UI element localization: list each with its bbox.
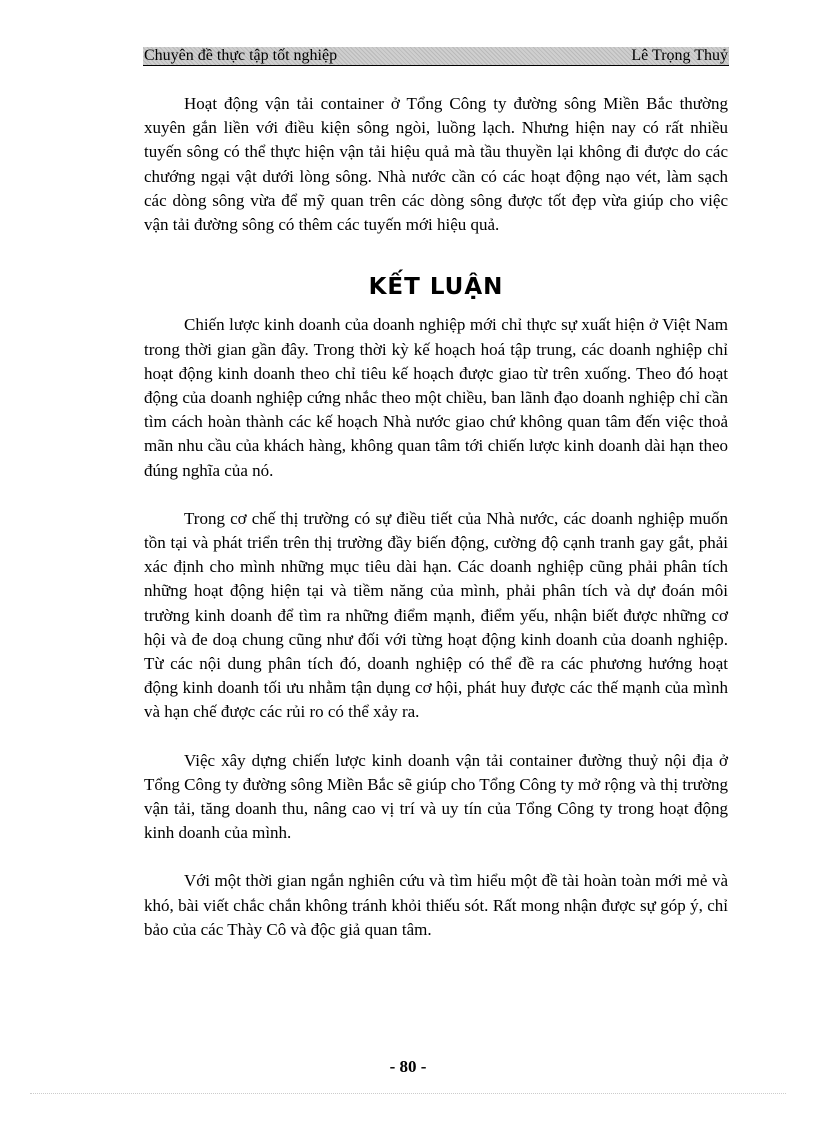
page-number: - 80 - [389, 1057, 427, 1076]
document-body [144, 92, 728, 942]
header-author: Lê Trọng Thuỷ [631, 47, 728, 64]
header-title: Chuyên đề thực tập tốt nghiệp [144, 47, 338, 64]
section-title: KẾT LUẬN [368, 274, 504, 301]
running-header [143, 47, 729, 66]
intro-paragraph: Hoạt động vận tải container ở Tổng Công ty đường sông Miền Bắc thường xuyên gắn liền với điều kiện sông ngòi, luồng lạch. Nhưng hiện nay có rất nhiều tuyến sông có thể thực hiện vận tải hiệu quả mà tầu thuyền lại không đi được do các chướng ngại vật dưới lòng sông. Nhà nước cần có các hoạt động nạo vét, làm sạch các dòng sông vừa để mỹ quan trên các dòng sông được tốt đẹp vừa giúp cho việc vận tải đường sông có thêm các tuyến mới hiệu quả. [144, 94, 728, 235]
body-paragraph: Trong cơ chế thị trường có sự điều tiết của Nhà nước, các doanh nghiệp muốn tồn tại và phát triển trên thị trường đầy biến động, cường độ cạnh tranh gay gắt, phải xác định cho mình những mục tiêu dài hạn. Các doanh nghiệp cũng phải phân tích những hoạt động hiện tại và tiềm năng của mình, phải phân tích và dự đoán môi trường kinh doanh để tìm ra những điểm mạnh, điểm yếu, nhận biết được những cơ hội và đe doạ chung cũng như đối với từng hoạt động kinh doanh của doanh nghiệp. Từ các nội dung phân tích đó, doanh nghiệp có thể đề ra các phương hướng hoạt động kinh doanh tối ưu nhằm tận dụng cơ hội, phát huy được các thế mạnh của mình và hạn chế được các rủi ro có thể xảy ra. [144, 508, 728, 722]
page-bottom-divider [30, 1093, 786, 1094]
body-paragraph: Việc xây dựng chiến lược kinh doanh vận tải container đường thuỷ nội địa ở Tổng Công ty đường sông Miền Bắc sẽ giúp cho Tổng Công ty mở rộng và thị trường vận tải, tăng doanh thu, nâng cao vị trí và uy tín của Tổng Công ty trong hoạt động kinh doanh của mình. [144, 750, 728, 843]
body-paragraph: Chiến lược kinh doanh của doanh nghiệp mới chỉ thực sự xuất hiện ở Việt Nam trong thời gian gần đây. Trong thời kỳ kế hoạch hoá tập trung, các doanh nghiệp chỉ hoạt động kinh doanh theo chỉ tiêu kế hoạch được giao từ trên xuống. Theo đó hoạt động của doanh nghiệp cứng nhắc theo một chiều, ban lãnh đạo doanh nghiệp chỉ cần tìm cách hoàn thành các kế hoạch Nhà nước giao chứ không quan tâm đến việc thoả mãn nhu cầu của khách hàng, không quan tâm tới chiến lược kinh doanh dài hạn theo đúng nghĩa của nó. [144, 315, 728, 480]
body-paragraph: Với một thời gian ngắn nghiên cứu và tìm hiểu một đề tài hoàn toàn mới mẻ và khó, bài viết chắc chắn không tránh khỏi thiếu sót. Rất mong nhận được sự góp ý, chỉ bảo của các Thày Cô và độc giả quan tâm. [144, 871, 728, 939]
